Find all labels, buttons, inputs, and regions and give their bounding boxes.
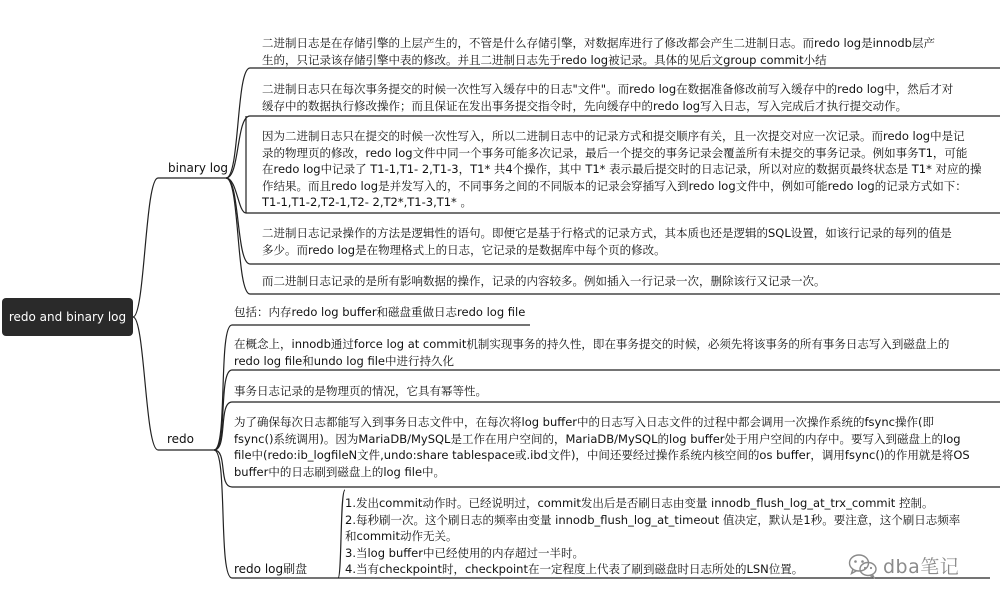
redo-note-3: 事务日志记录的是物理页的情况，它具有幂等性。 bbox=[234, 384, 487, 398]
branch-redo-log-flush[interactable]: redo log刷盘 bbox=[234, 562, 308, 576]
redo-flush-note: 1.发出commit动作时。已经说明过，commit发出后是否刷日志由变量 innodb_flush_log_at_trx_commit 控制。 2.每秒刷一次。这个刷日志的频率由变量 innodb_flush_log_at_timeout 值决定，默认是1秒。要注意，这个刷日志频率 和commit动作无关。 3.当log buffer中已经使用的内存超过一半时。 4.当有checkpoint时，checkpoint在一定程度上代表了刷到磁盘时日志所处的LSN位置。 bbox=[345, 496, 961, 576]
binary-log-note-1: 二进制日志是在存储引擎的上层产生的，不管是什么存储引擎，对数据库进行了修改都会产生二进制日志。而redo log是innodb层产 生的，只记录该存储引擎中表的修改。并且二进制日志先于redo log被记录。具体的见后文group commit小结 bbox=[262, 36, 935, 67]
binary-log-note-2: 二进制日志只在每次事务提交的时候一次性写入缓存中的日志"文件"。而redo log在数据准备修改前写入缓存中的redo log中，然后才对 缓存中的数据执行修改操作；而且保证在发出事务提交指令时，先向缓存中的redo log写入日志，写入完成后才执行提交动作。 bbox=[262, 82, 954, 113]
redo-note-4: 为了确保每次日志都能写入到事务日志文件中，在每次将log buffer中的日志写入日志文件的过程中都会调用一次操作系统的fsync操作(即 fsync()系统调用)。因为MariaDB/MySQL是工作在用户空间的，MariaDB/MySQL的log buffer处于用户空间的内存中。要写入到磁盘上的log file中(redo:ib_logfileN文件,undo:share tablespace或.ibd文件)，中间还要经过操作系统内核空间的os buffer，调用fsync()的作用就是将OS buffer中的日志刷到磁盘上的log file中。 bbox=[234, 415, 970, 479]
watermark-text: dba笔记 bbox=[883, 556, 960, 578]
watermark bbox=[848, 552, 959, 579]
binary-log-note-5: 而二进制日志记录的是所有影响数据的操作，记录的内容较多。例如插入一行记录一次，删除该行又记录一次。 bbox=[262, 274, 826, 288]
redo-note-1: 包括：内存redo log buffer和磁盘重做日志redo log file bbox=[234, 305, 526, 319]
wechat-icon bbox=[848, 553, 878, 579]
branch-binary-log[interactable]: binary log bbox=[168, 161, 229, 175]
binary-log-note-3: 因为二进制日志只在提交的时候一次性写入，所以二进制日志中的记录方式和提交顺序有关，且一次提交对应一次记录。而redo log中是记 录的物理页的修改，redo log文件中同一个事务可能多次记录，最后一个提交的事务记录会覆盖所有未提交的事务记录。例如事务T1，可能 在redo log中记录了 T1-1,T1- 2,T1-3，T1* 共4个操作，其中 T1* 表示最后提交时的日志记录，所以对应的数据页最终状态是 T1* 对应的操 作结果。而且redo log是并发写入的，不同事务之间的不同版本的记录会穿插写入到redo log文件中，例如可能redo log的记录方式如下： T1-1,T1-2,T2-1,T2- 2,T2*,T1-3,T1* 。 bbox=[262, 129, 982, 209]
branch-redo[interactable]: redo bbox=[167, 432, 195, 446]
root-node-label: redo and binary log bbox=[8, 310, 127, 324]
redo-note-2: 在概念上，innodb通过force log at commit机制实现事务的持久性，即在事务提交的时候，必须先将该事务的所有事务日志写入到磁盘上的 redo log file和undo log file中进行持久化 bbox=[234, 337, 950, 368]
root-node[interactable] bbox=[2, 298, 133, 336]
binary-log-note-4: 二进制日志记录操作的方法是逻辑性的语句。即便它是基于行格式的记录方式，其本质也还是逻辑的SQL设置，如该行记录的每列的值是 多少。而redo log是在物理格式上的日志，它记录的是数据库中每个页的修改。 bbox=[262, 226, 952, 257]
